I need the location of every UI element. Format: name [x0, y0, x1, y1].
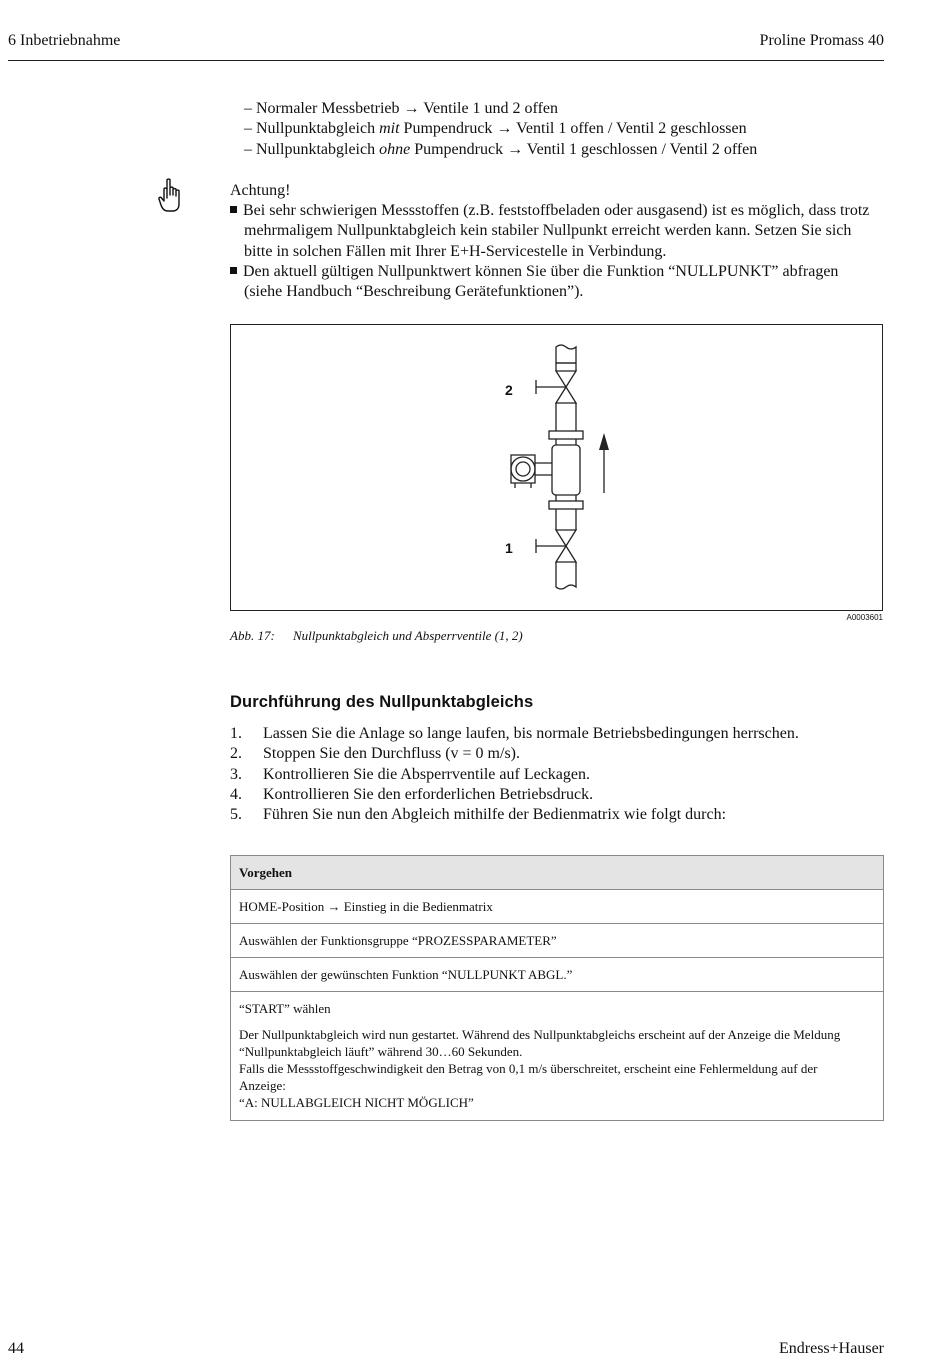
step-item: 5. Führen Sie nun den Abgleich mithilfe der Bedienmatrix wie folgt durch: [230, 806, 727, 824]
status-message-line: “Nullpunktabgleich läuft” während 30…60 Sekunden. [239, 1044, 523, 1059]
valve-2-label: 2 [505, 382, 513, 398]
table-row [231, 890, 884, 924]
table-header-row [231, 856, 884, 890]
procedure-table [230, 855, 884, 1121]
figure-code: A0003601 [846, 613, 883, 622]
running-header-chapter: 6 Inbetriebnahme [8, 32, 121, 49]
valve-state-item: – Nullpunktabgleich mit Pumpendruck → Ventil 1 offen / Ventil 2 geschlossen [244, 120, 747, 138]
figure-caption-text: Nullpunktabgleich und Absperrventile (1, 2) [293, 628, 523, 643]
step-item: 1. Lassen Sie die Anlage so lange laufen, bis normale Betriebsbedingungen herrschen. [230, 725, 799, 742]
step-item: 4. Kontrollieren Sie den erforderlichen Betriebsdruck. [230, 785, 594, 803]
start-instruction: “START” wählen [239, 1001, 331, 1016]
caution-bullet-continuation: (siehe Handbuch “Beschreibung Gerätefunktionen”). [244, 283, 584, 301]
procedure-steps [230, 724, 799, 825]
table-cell: Auswählen der Funktionsgruppe “PROZESSPARAMETER” [231, 924, 884, 958]
table-header-cell: Vorgehen [231, 856, 884, 890]
table-cell: Auswählen der gewünschten Funktion “NULLPUNKT ABGL.” [231, 958, 884, 992]
table-row [231, 992, 884, 1121]
status-message-line: Anzeige: [239, 1078, 286, 1093]
figure-frame [230, 324, 883, 611]
caution-bullet-continuation: bitte in solchen Fällen mit Ihrer E+H-Servicestelle in Verbindung. [244, 242, 667, 260]
valve-state-item: – Nullpunktabgleich ohne Pumpendruck → Ventil 1 geschlossen / Ventil 2 offen [244, 140, 758, 158]
caution-bullet: Den aktuell gültigen Nullpunktwert können Sie über die Funktion “NULLPUNKT” abfragen [230, 262, 869, 282]
caution-bullets [230, 201, 869, 302]
table-cell: HOME-Position → Einstieg in die Bedienmatrix [231, 890, 884, 924]
caution-bullet-continuation: mehrmaligem Nullpunktabgleich kein stabiler Nullpunkt erreicht werden kann. Setzen Sie sich [244, 222, 852, 240]
step-item: 2. Stoppen Sie den Durchfluss (v = 0 m/s). [230, 745, 520, 763]
brand-logo: Endress+Hauser [779, 1340, 884, 1357]
table-row [231, 924, 884, 958]
caution-title: Achtung! [230, 182, 291, 199]
valve-state-list [244, 99, 757, 160]
status-message-line: Falls die Messstoffgeschwindigkeit den Betrag von 0,1 m/s überschreitet, erscheint eine Fehlermeldung auf der [239, 1061, 818, 1076]
running-header-product: Proline Promass 40 [759, 32, 884, 49]
bullet-square-icon [230, 206, 237, 213]
flowmeter-installation-diagram [231, 325, 882, 610]
page-number: 44 [8, 1340, 24, 1357]
bullet-square-icon [230, 267, 237, 274]
caution-bullet: Bei sehr schwierigen Messstoffen (z.B. feststoffbeladen oder ausgasend) ist es möglich, dass trotz [230, 201, 869, 221]
section-title: Durchführung des Nullpunktabgleichs [230, 693, 534, 711]
status-message-line: “A: NULLABGLEICH NICHT MÖGLICH” [239, 1095, 474, 1110]
valve-state-item: – Normaler Messbetrieb → Ventile 1 und 2 offen [244, 100, 559, 117]
pointing-hand-icon [157, 178, 183, 218]
figure-caption-number: Abb. 17: [230, 628, 275, 643]
table-cell [231, 992, 884, 1121]
status-message-line: Der Nullpunktabgleich wird nun gestartet. Während des Nullpunktabgleichs erscheint auf der Anzeige die Meldung [239, 1027, 841, 1042]
step-item: 3. Kontrollieren Sie die Absperrventile auf Leckagen. [230, 765, 590, 783]
header-rule [8, 60, 884, 61]
valve-1-label: 1 [505, 540, 513, 556]
table-row [231, 958, 884, 992]
